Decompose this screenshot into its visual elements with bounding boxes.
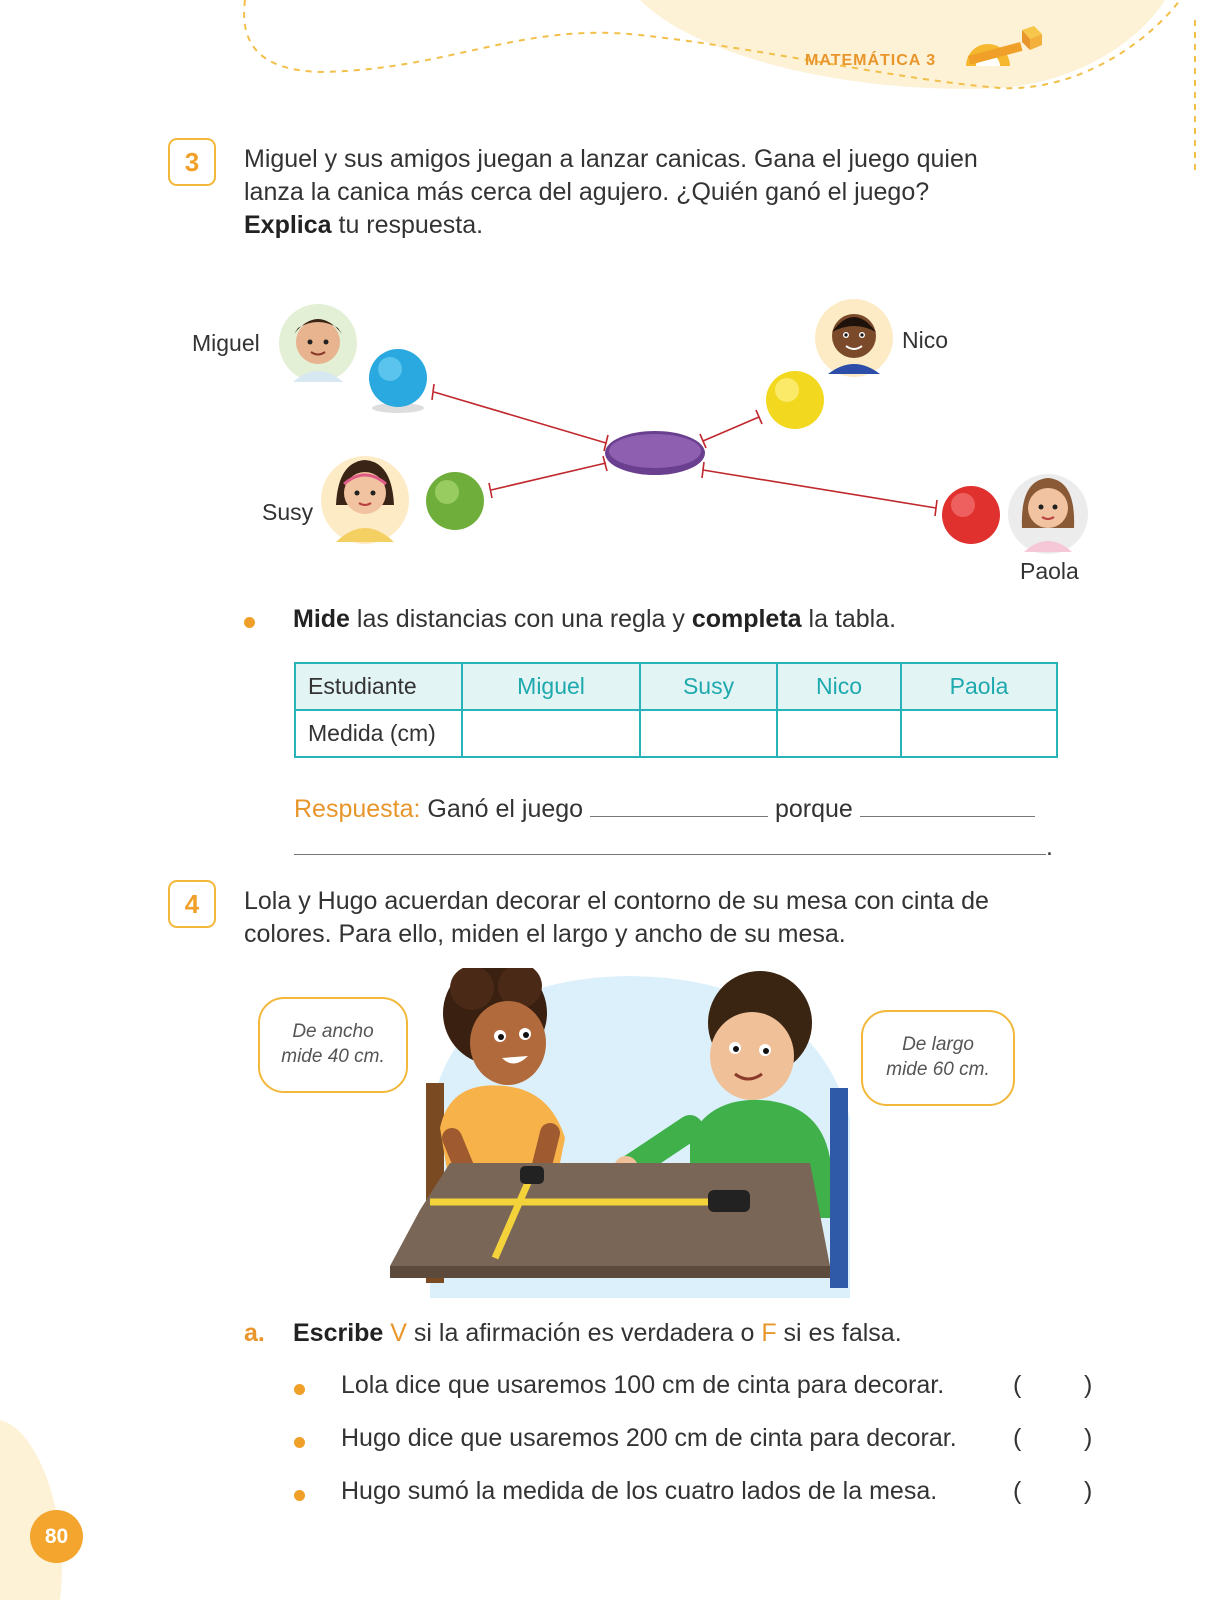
measurement-table: [294, 662, 1058, 758]
avatar-miguel: [279, 304, 357, 382]
answer-box-1[interactable]: [1030, 1368, 1080, 1404]
measure-cell-miguel[interactable]: [462, 710, 640, 757]
statement-3: Hugo sumó la medida de los cuatro lados de la mesa.: [341, 1477, 938, 1505]
question-3-line-1: Miguel y sus amigos juegan a lanzar canicas. Gana el juego quien: [244, 145, 978, 173]
avatar-susy: [321, 456, 409, 544]
answer-paren-close: ): [1084, 1371, 1093, 1399]
answer-paren-close: ): [1084, 1424, 1093, 1452]
label-paola: Paola: [1020, 558, 1079, 584]
question-4-number: 4: [168, 880, 216, 928]
answer-line: Respuesta: Ganó el juego porque: [294, 790, 1035, 824]
question-3-line-3: tu respuesta.: [331, 211, 484, 239]
answer-box-3[interactable]: [1030, 1474, 1080, 1510]
statement-2: Hugo dice que usaremos 200 cm de cinta para decorar.: [341, 1424, 957, 1452]
answer-paren-open: (: [1013, 1477, 1022, 1505]
measure-cell-paola[interactable]: [901, 710, 1057, 757]
measure-cell-nico[interactable]: [777, 710, 901, 757]
question-4-line-2: colores. Para ello, miden el largo y ancho de su mesa.: [244, 920, 846, 948]
answer-box-2[interactable]: [1030, 1421, 1080, 1457]
question-3-line-2: lanza la canica más cerca del agujero. ¿Quién ganó el juego?: [244, 178, 930, 206]
question-3-text: [244, 143, 1144, 242]
answer-line-2: .: [294, 828, 1053, 862]
label-miguel: Miguel: [192, 330, 260, 356]
v-letter: V: [390, 1319, 407, 1347]
escribe-word: Escribe: [293, 1319, 384, 1347]
completa-word: completa: [691, 605, 802, 633]
label-nico: Nico: [902, 327, 949, 353]
answer-paren-open: (: [1013, 1371, 1022, 1399]
answer-paren-open: (: [1013, 1424, 1022, 1452]
f-letter: F: [761, 1319, 777, 1347]
marbles-diagram: [0, 290, 1215, 590]
table-header-cell: Paola: [901, 663, 1057, 710]
marble-susy: [426, 472, 484, 530]
avatar-paola: [1008, 474, 1088, 554]
table-header-cell: Miguel: [462, 663, 640, 710]
part-a-letter: a.: [244, 1319, 265, 1347]
table-header-cell: Estudiante: [295, 663, 462, 710]
label-susy: Susy: [262, 499, 314, 525]
question-3-number: 3: [168, 138, 216, 186]
reason-blank-2[interactable]: [294, 828, 1046, 855]
table-header-cell: Nico: [777, 663, 901, 710]
reason-blank-1[interactable]: [860, 790, 1035, 817]
measure-cell-susy[interactable]: [640, 710, 777, 757]
avatar-nico: [815, 299, 893, 377]
answer-label: Respuesta:: [294, 795, 421, 823]
bullet-dot: [294, 1490, 305, 1501]
marble-nico: [766, 371, 824, 429]
question-4-line-1: Lola y Hugo acuerdan decorar el contorno de su mesa con cinta de: [244, 887, 989, 915]
marble-paola: [942, 486, 1000, 544]
speech-bubble-lola: De ancho mide 40 cm.: [258, 997, 408, 1093]
part-a-instruction: Escribe V si la afirmación es verdadera o F si es falsa.: [293, 1319, 902, 1347]
table-row-label: Medida (cm): [295, 710, 462, 757]
table-header-row: [295, 663, 1057, 710]
mide-word: Mide: [293, 605, 350, 633]
answer-paren-close: ): [1084, 1477, 1093, 1505]
speech-bubble-hugo: De largo mide 60 cm.: [861, 1010, 1015, 1106]
table-measuring-illustration: [390, 968, 870, 1298]
bullet-dot: [294, 1384, 305, 1395]
measure-instruction: Mide las distancias con una regla y completa la tabla.: [293, 605, 897, 633]
explica-word: Explica: [244, 211, 332, 239]
question-4-text: [244, 885, 1144, 951]
table-row: [295, 710, 1057, 757]
marble-miguel: [369, 349, 427, 413]
bullet-dot: [294, 1437, 305, 1448]
book-title: MATEMÁTICA 3: [805, 52, 937, 69]
bullet-dot: [244, 617, 255, 628]
protractor-cube-icon: [962, 22, 1052, 70]
page-number: 80: [30, 1510, 83, 1563]
statement-1: Lola dice que usaremos 100 cm de cinta para decorar.: [341, 1371, 945, 1399]
winner-blank[interactable]: [590, 790, 768, 817]
table-header-cell: Susy: [640, 663, 777, 710]
